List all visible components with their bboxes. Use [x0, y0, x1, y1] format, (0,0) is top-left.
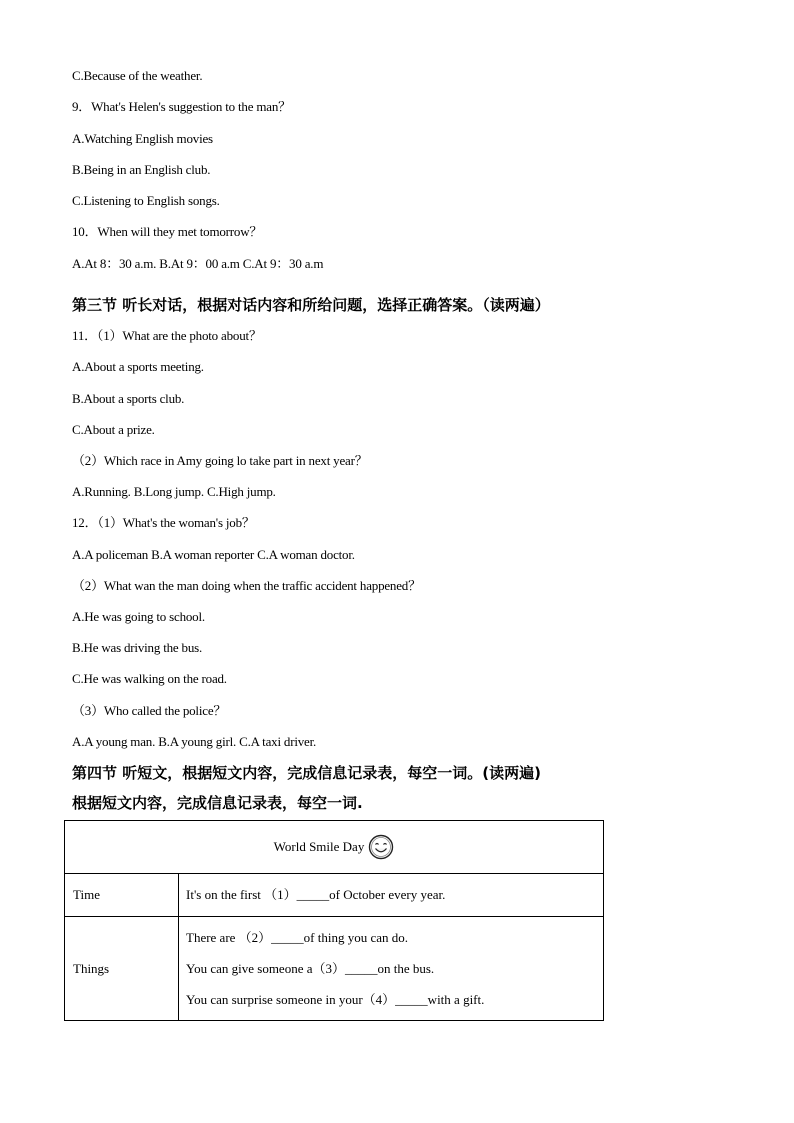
- q9-question: 9．What's Helen's suggestion to the man？: [72, 99, 291, 114]
- q11-2-question: （2）Which race in Amy going lo take part in next year？: [72, 453, 368, 468]
- q9-option-b: B.Being in an English club.: [72, 162, 211, 177]
- q12-2-question: （2）What wan the man doing when the traffic accident happened？: [72, 578, 421, 593]
- table-title: World Smile Day: [273, 839, 365, 854]
- q11-1-option-c: C.About a prize.: [72, 422, 155, 437]
- smiley-face-icon: [368, 834, 394, 860]
- section4-heading: 第四节 听短文，根据短文内容，完成信息记录表，每空一词。(读两遍): [72, 764, 541, 782]
- things-line-2: You can give someone a（3）_____on the bus.: [186, 960, 435, 976]
- row-label-things: Things: [65, 917, 179, 1021]
- q11-1-option-a: A.About a sports meeting.: [72, 359, 204, 374]
- row-content-things: [179, 917, 604, 1021]
- q12-1-options: A.A policeman B.A woman reporter C.A woman doctor.: [72, 547, 355, 562]
- q12-2-option-b: B.He was driving the bus.: [72, 640, 203, 655]
- time-line-1: It's on the first （1）_____of October every year.: [186, 887, 446, 902]
- table-row: [65, 917, 604, 1021]
- q8-option-c: C.Because of the weather.: [72, 68, 203, 83]
- q11-2-options: A.Running. B.Long jump. C.High jump.: [72, 484, 276, 499]
- q12-3-question: （3）Who called the police？: [72, 703, 227, 718]
- q12-2-option-c: C.He was walking on the road.: [72, 671, 227, 686]
- q10-question: 10．When will they met tomorrow？: [72, 224, 263, 239]
- q11-1-question: 11．（1）What are the photo about？: [72, 328, 262, 343]
- row-content-time: [179, 874, 604, 917]
- section4-instruction: 根据短文内容，完成信息记录表，每空一词.: [72, 794, 363, 812]
- table-title-cell: [65, 821, 604, 874]
- row-label-time: Time: [65, 874, 179, 917]
- things-line-1: There are （2）_____of thing you can do.: [186, 929, 409, 945]
- table-row: [65, 874, 604, 917]
- q12-1-question: 12．（1）What's the woman's job？: [72, 515, 255, 530]
- q12-3-options: A.A young man. B.A young girl. C.A taxi driver.: [72, 734, 317, 749]
- table-title-row: [65, 821, 604, 874]
- q9-option-c: C.Listening to English songs.: [72, 193, 220, 208]
- q10-options: A.At 8：30 a.m. B.At 9：00 a.m C.At 9：30 a.m: [72, 256, 324, 271]
- section3-heading: 第三节 听长对话，根据对话内容和所给问题，选择正确答案。（读两遍）: [72, 296, 550, 314]
- q12-2-option-a: A.He was going to school.: [72, 609, 205, 624]
- things-line-3: You can surprise someone in your（4）_____with a gift.: [186, 991, 485, 1007]
- info-record-table: [64, 820, 604, 1021]
- q9-option-a: A.Watching English movies: [72, 131, 213, 146]
- q11-1-option-b: B.About a sports club.: [72, 391, 185, 406]
